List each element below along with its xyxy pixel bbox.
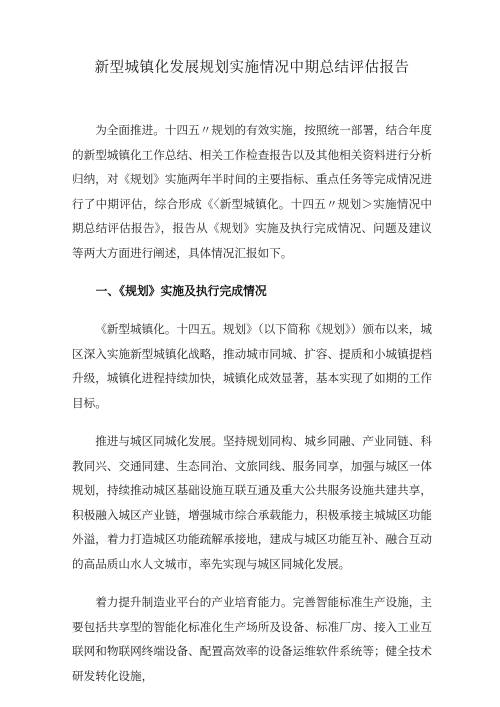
section1-paragraph-2: 推进与城区同城化发展。坚持规划同构、城乡同融、产业同链、科教同兴、交通同建、生态同治、文旅同线、服务同享，加强与城区一体规划，持续推动城区基础设施互联互通及重大公共服务设施共建共享，积极融入城区产业链，增强城市综合承载能力，积极承接主城城区功能外溢，着力打造城区功能疏解承接地，建成与城区功能互补、融合互动的高品质山水人文城市，率先实现与城区同城化发展。 bbox=[72, 434, 432, 571]
document-title: 新型城镇化发展规划实施情况中期总结评估报告 bbox=[94, 60, 410, 76]
intro-paragraph: 为全面推进。十四五〃规划的有效实施，按照统一部署，结合年度的新型城镇化工作总结、相关工作检查报告以及其他相关资料进行分析归纳，对《规划》实施两年半时间的主要指标、重点任务等完成情况进行了中期评估，综合形成《〈新型城镇化。十四五〃规划＞实施情况中期总结评估报告》，报告从《规划》实施及执行完成情况、问题及建议等两大方面进行阐述，具体情况汇报如下。 bbox=[72, 123, 432, 260]
section1-paragraph-1: 《新型城镇化。十四五。规划》（以下简称《规划》）颁布以来，城区深入实施新型城镇化战略，推动城市同城、扩容、提质和小城镇提档升级，城镇化进程持续加快，城镇化成效显著，基本实现了如期的工作目标。 bbox=[72, 322, 432, 410]
section1-paragraph-3: 着力提升制造业平台的产业培育能力。完善智能标准生产设施，主要包括共享型的智能化标准化生产场所及设备、标准厂房、接入工业互联网和物联网终端设备、配置高效率的设备运维软件系统等；健全技术研发转化设施， bbox=[72, 595, 432, 683]
section-heading-1: 一、《规划》实施及执行完成情况 bbox=[95, 284, 267, 298]
